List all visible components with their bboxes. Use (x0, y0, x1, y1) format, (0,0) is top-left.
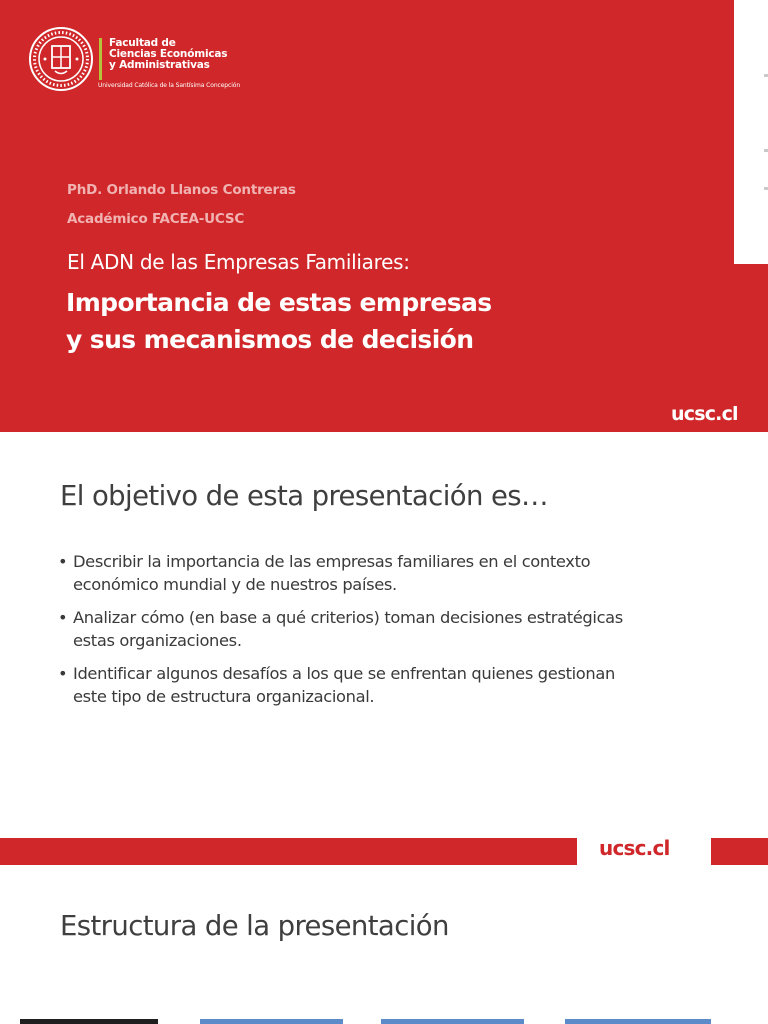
objectives-list (58, 550, 748, 718)
presentation-title (66, 284, 492, 358)
slide-heading: Estructura de la presentación (60, 910, 449, 942)
structure-box (381, 1019, 524, 1024)
footer-bar (0, 838, 577, 865)
edge-mark (764, 149, 768, 152)
list-item (58, 606, 748, 652)
title-line: Importancia de estas empresas (66, 288, 492, 317)
author-role: Académico FACEA-UCSC (67, 211, 245, 227)
structure-slide (0, 866, 768, 1024)
list-item-line: Analizar cómo (en base a qué criterios) toman decisiones estratégicas (73, 608, 623, 627)
slide-edge-panel (734, 0, 768, 264)
university-name: Universidad Católica de la Santísima Concepción (98, 82, 241, 89)
list-item-line: este tipo de estructura organizacional. (73, 687, 375, 706)
list-item (58, 662, 748, 708)
faculty-line: y Administrativas (109, 59, 210, 71)
title-line: y sus mecanismos de decisión (66, 325, 474, 354)
logo-divider (99, 38, 102, 80)
list-item-line: Identificar algunos desafíos a los que se enfrentan quienes gestionan (73, 664, 615, 683)
brand-logo-text: ucsc.cl (599, 836, 670, 860)
faculty-line: Facultad de (109, 37, 176, 49)
presentation-supertitle: El ADN de las Empresas Familiares: (67, 250, 410, 274)
list-item-text (73, 550, 748, 596)
list-item-line: estas organizaciones. (73, 631, 242, 650)
title-slide (0, 0, 768, 432)
structure-box (565, 1019, 711, 1024)
bullet-icon: • (58, 664, 68, 683)
edge-mark (764, 187, 768, 190)
slide-heading: El objetivo de esta presentación es… (60, 480, 548, 512)
university-seal-icon (28, 26, 94, 92)
bullet-icon: • (58, 608, 68, 627)
structure-box (200, 1019, 343, 1024)
brand-logo-text: ucsc.cl (671, 403, 738, 425)
faculty-name (109, 38, 227, 71)
list-item-line: económico mundial y de nuestros países. (73, 575, 397, 594)
author-name: PhD. Orlando Llanos Contreras (67, 182, 296, 198)
footer-bar (711, 838, 768, 865)
list-item (58, 550, 748, 596)
bullet-icon: • (58, 552, 68, 571)
faculty-line: Ciencias Económicas (109, 48, 228, 60)
structure-box (20, 1019, 158, 1024)
edge-mark (764, 74, 768, 77)
list-item-text (73, 662, 748, 708)
list-item-text (73, 606, 748, 652)
objectives-slide (0, 432, 768, 866)
list-item-line: Describir la importancia de las empresas familiares en el contexto (73, 552, 591, 571)
